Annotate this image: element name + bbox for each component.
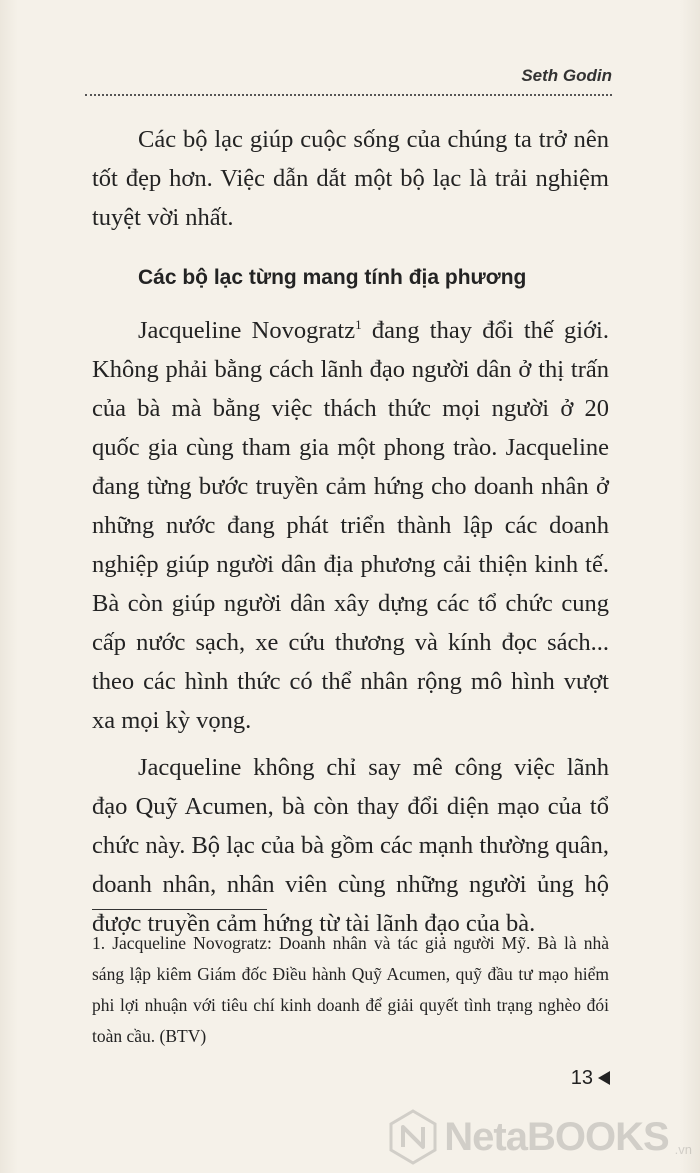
header-dotted-rule [85, 94, 612, 96]
running-head: Seth Godin [521, 66, 612, 85]
paragraph-1: Các bộ lạc giúp cuộc sống của chúng ta trở nên tốt đẹp hơn. Việc dẫn dắt một bộ lạc là trải nghiệm tuyệt vời nhất. [92, 126, 609, 231]
page-number: 13 [570, 1067, 593, 1089]
body-text [92, 120, 609, 943]
footnote: 1. Jacqueline Novogratz: Doanh nhân và tác giả người Mỹ. Bà là nhà sáng lập kiêm Giám đốc Điều hành Quỹ Acumen, quỹ đầu tư mạo hiểm phi lợi nhuận với tiêu chí kinh doanh để giải quyết tình trạng nghèo đói toàn cầu. (BTV) [92, 933, 609, 1046]
footnote-reference: 1 [355, 316, 362, 332]
paragraph-3: Jacqueline không chỉ say mê công việc lãnh đạo Quỹ Acumen, bà còn thay đổi diện mạo của tổ chức này. Bộ lạc của bà gồm các mạnh thường quân, doanh nhân, nhân viên cùng những người ủng hộ được truyền cảm hứng từ tài lãnh đạo của bà. [92, 754, 609, 937]
paragraph-2 [92, 311, 609, 740]
section-heading: Các bộ lạc từng mang tính địa phương [138, 266, 527, 289]
netabooks-logo-icon [388, 1109, 438, 1165]
paragraph-2-end: đang thay đổi thế giới. Không phải bằng cách lãnh đạo người dân ở thị trấn của bà mà bằng việc thách thức mọi người ở 20 quốc gia cùng tham gia một phong trào. Jacqueline đang từng bước truyền cảm hứng cho doanh nhân ở những nước đang phát triển thành lập các doanh nghiệp giúp người dân địa phương cải thiện kinh tế. Bà còn giúp người dân xây dựng các tổ chức cung cấp nước sạch, xe cứu thương và kính đọc sách... theo các hình thức có thể nhân rộng mô hình vượt xa mọi kỳ vọng. [92, 317, 609, 734]
footnote-rule [92, 909, 267, 910]
watermark [388, 1109, 692, 1165]
paragraph-2-start: Jacqueline Novogratz [138, 317, 356, 344]
watermark-brand: NetaBOOKS [444, 1114, 669, 1159]
watermark-suffix: .vn [674, 1142, 692, 1157]
page-arrow-icon [598, 1071, 610, 1085]
